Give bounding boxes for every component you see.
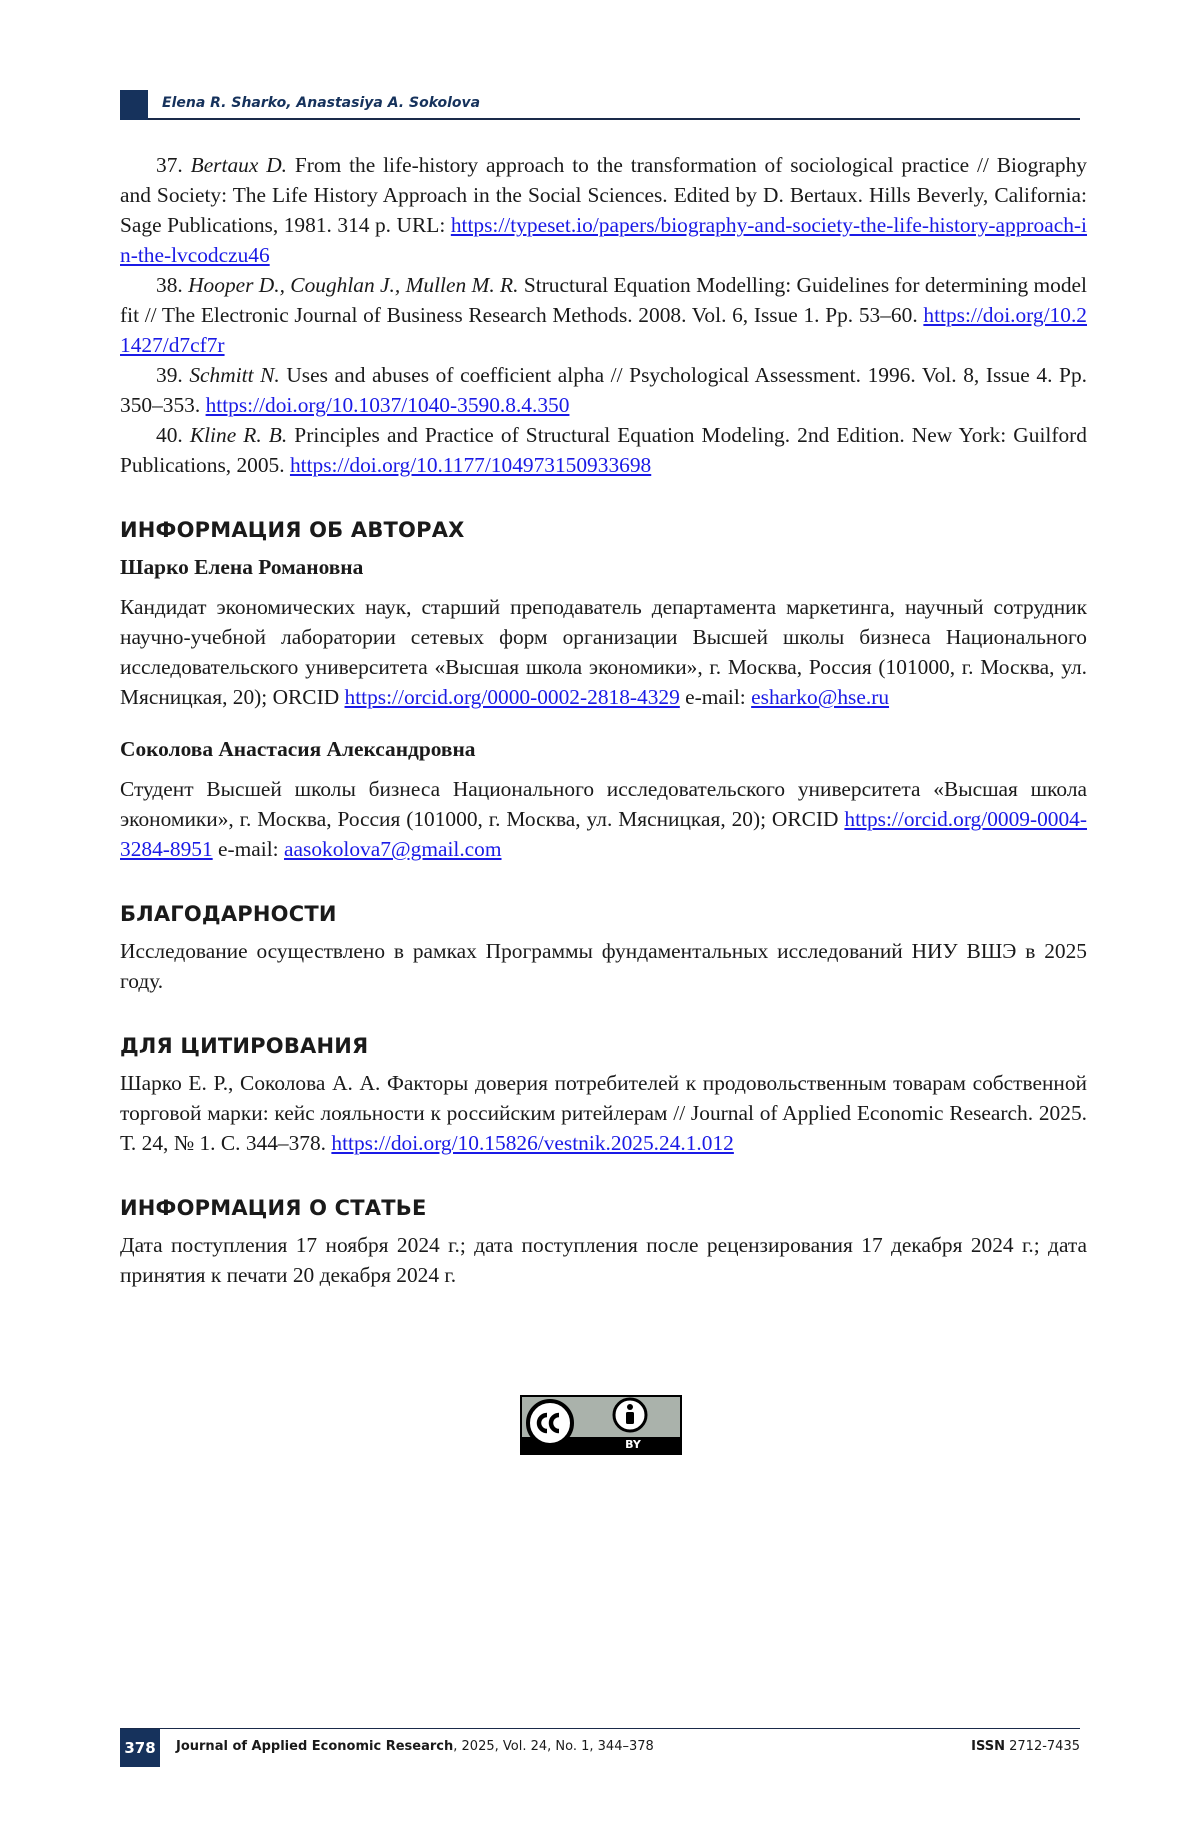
reference-40 bbox=[120, 420, 1087, 480]
author-name: Шарко Елена Романовна bbox=[120, 555, 364, 579]
reference-number: 37. bbox=[156, 153, 183, 177]
journal-name: Journal of Applied Economic Research bbox=[176, 1739, 454, 1754]
author-bio-text: Студент Высшей школы бизнеса Национального исследовательского университета «Высшая школа экономики», г. Москва, Россия (101000, г. Москва, ул. Мясницкая, 20); ORCID bbox=[120, 777, 1087, 831]
header-authors: Elena R. Sharko, Anastasiya A. Sokolova bbox=[162, 95, 481, 111]
reference-text: Uses and abuses of coefficient alpha // Psychological Assessment. 1996. Vol. 8, Issue 4. Pp. 350–353. bbox=[120, 363, 1087, 417]
email-link[interactable]: esharko@hse.ru bbox=[751, 685, 890, 709]
journal-details: , 2025, Vol. 24, No. 1, 344–378 bbox=[453, 1739, 654, 1754]
citation-block bbox=[120, 1068, 1087, 1158]
email-label: e-mail: bbox=[685, 685, 746, 709]
journal-citation bbox=[176, 1739, 654, 1754]
citation-link[interactable]: https://doi.org/10.15826/vestnik.2025.24.1.012 bbox=[331, 1131, 734, 1155]
reference-number: 38. bbox=[156, 273, 183, 297]
reference-39 bbox=[120, 360, 1087, 420]
email-link[interactable]: aasokolova7@gmail.com bbox=[284, 837, 502, 861]
authors-section-title: ИНФОРМАЦИЯ ОБ АВТОРАХ bbox=[120, 518, 465, 542]
acknowledgements-title: БЛАГОДАРНОСТИ bbox=[120, 902, 337, 926]
orcid-link[interactable]: https://orcid.org/0000-0002-2818-4329 bbox=[344, 685, 680, 709]
by-label: BY bbox=[625, 1438, 641, 1451]
article-info-text: Дата поступления 17 ноября 2024 г.; дата поступления после рецензирования 17 декабря 2024 г.; дата принятия к печати 20 декабря 2024 г. bbox=[120, 1233, 1087, 1287]
cc-by-license-badge[interactable] bbox=[520, 1395, 682, 1455]
author-name: Соколова Анастасия Александровна bbox=[120, 737, 476, 761]
reference-authors: Bertaux D. bbox=[190, 153, 287, 177]
reference-link[interactable]: https://doi.org/10.1177/104973150933698 bbox=[289, 453, 652, 477]
orcid-link[interactable]: https://orcid.org/0009-0004-3284-8951 bbox=[120, 807, 1087, 861]
issn-label: ISSN bbox=[971, 1739, 1005, 1754]
creative-commons-icon bbox=[528, 1401, 572, 1445]
reference-text: Structural Equation Modelling: Guidelines for determining model fit // The Electronic Journal of Business Research Methods. 2008. Vol. 6, Issue 1. Pp. 53–60. bbox=[120, 273, 1087, 327]
reference-text: Principles and Practice of Structural Equation Modeling. 2nd Edition. New York: Guilford Publications, 2005. bbox=[120, 423, 1087, 477]
page-footer bbox=[120, 1728, 1080, 1766]
reference-number: 39. bbox=[156, 363, 183, 387]
reference-37 bbox=[120, 150, 1087, 270]
citation-title: ДЛЯ ЦИТИРОВАНИЯ bbox=[120, 1034, 369, 1058]
author-bio bbox=[120, 592, 1087, 712]
acknowledgements-text: Исследование осуществлено в рамках Программы фундаментальных исследований НИУ ВШЭ в 2025 году. bbox=[120, 939, 1087, 993]
article-info-title: ИНФОРМАЦИЯ О СТАТЬЕ bbox=[120, 1196, 427, 1220]
attribution-icon bbox=[614, 1399, 646, 1431]
running-header bbox=[120, 90, 1080, 120]
page-number: 378 bbox=[120, 1729, 160, 1767]
page-content bbox=[120, 150, 1087, 1290]
reference-number: 40. bbox=[156, 423, 183, 447]
reference-link[interactable]: https://typeset.io/papers/biography-and-society-the-life-history-approach-in-the-lvcodczu46 bbox=[120, 213, 1087, 267]
reference-link[interactable]: https://doi.org/10.21427/d7cf7r bbox=[120, 303, 1087, 357]
citation-text: Шарко Е. Р., Соколова А. А. Факторы доверия потребителей к продовольственным товарам собственной торговой марки: кейс лояльности к российским ритейлерам // Journal of Applied Economic Research. 2025. Т. 24, № 1. С. 344–378. bbox=[120, 1071, 1087, 1155]
reference-text: From the life-history approach to the transformation of sociological practice // Biography and Society: The Life History Approach in the Social Sciences. Edited by D. Bertaux. Hills Beverly, California: Sage Publications, 1981. 314 p. URL: bbox=[120, 153, 1088, 237]
reference-authors: Schmitt N. bbox=[189, 363, 280, 387]
email-label: e-mail: bbox=[218, 837, 279, 861]
author-bio bbox=[120, 774, 1087, 864]
author-bio-text: Кандидат экономических наук, старший преподаватель департамента маркетинга, научный сотрудник научно-учебной лаборатории сетевых форм организации Высшей школы бизнеса Национального исследовательского университета «Высшая школа экономики», г. Москва, Россия (101000, г. Москва, ул. Мясницкая, 20); ORCID bbox=[120, 595, 1087, 709]
issn bbox=[971, 1739, 1080, 1754]
header-accent-block bbox=[120, 90, 148, 120]
issn-value: 2712-7435 bbox=[1005, 1739, 1080, 1754]
reference-authors: Hooper D., Coughlan J., Mullen M. R. bbox=[188, 273, 519, 297]
reference-link[interactable]: https://doi.org/10.1037/1040-3590.8.4.350 bbox=[205, 393, 570, 417]
reference-authors: Kline R. B. bbox=[189, 423, 288, 447]
reference-38 bbox=[120, 270, 1087, 360]
